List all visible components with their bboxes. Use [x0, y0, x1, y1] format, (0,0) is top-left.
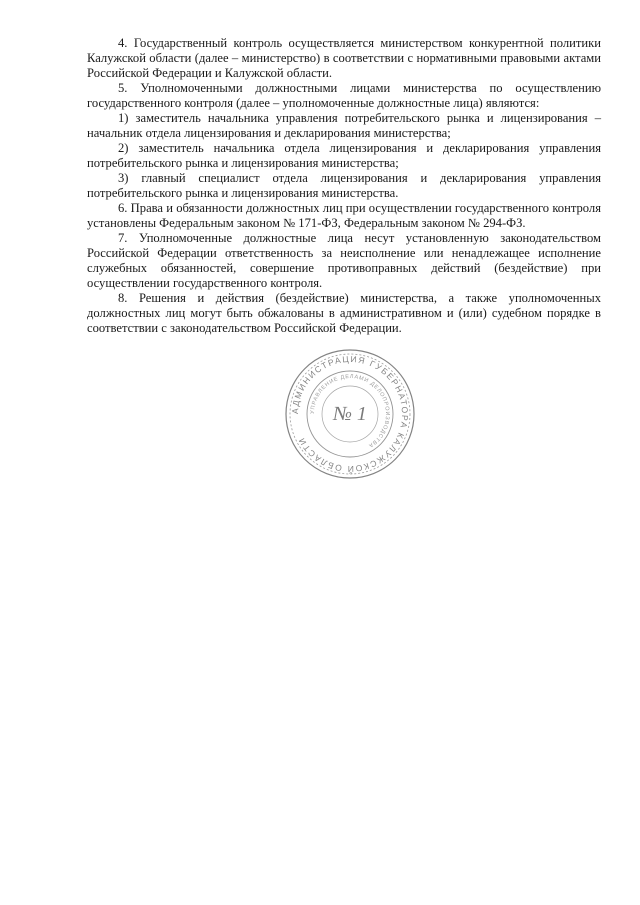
paragraph-4-control: 4. Государственный контроль осуществляется министерством конкурентной политики Калужской области (далее – министерство) в соответствии с нормативными правовыми актами Российской Федерации и Калужской области.: [87, 36, 601, 80]
document-body: [87, 36, 601, 336]
stamp-outer-text: АДМИНИСТРАЦИЯ ГУБЕРНАТОРА КАЛУЖСКОЙ ОБЛАСТИ: [289, 353, 411, 475]
official-stamp-seal: [250, 344, 450, 484]
paragraph-5-officials: 5. Уполномоченными должностными лицами министерства по осуществлению государственного контроля (далее – уполномоченные должностные лица) являются:: [87, 81, 601, 110]
paragraph-7-responsibility: 7. Уполномоченные должностные лица несут установленную законодательством Российской Федерации ответственность за неисполнение или ненадлежащее исполнение служебных обязанностей, совершение противоправных действий (бездействие) при осуществлении государственного контроля.: [87, 231, 601, 290]
list-item-3-chief-specialist: 3) главный специалист отдела лицензирования и декларирования управления потребительского рынка и лицензирования министерства.: [87, 171, 601, 200]
list-item-1-deputy-head: 1) заместитель начальника управления потребительского рынка и лицензирования – начальник отдела лицензирования и декларирования министерства;: [87, 111, 601, 140]
stamp-inner-text: УПРАВЛЕНИЕ ДЕЛАМИ ДЕЛОПРОИЗВОДСТВА: [309, 373, 391, 449]
paragraph-8-appeal: 8. Решения и действия (бездействие) министерства, а также уполномоченных должностных лиц могут быть обжалованы в административном и (или) судебном порядке в соответствии с законодательством Российской Федерации.: [87, 291, 601, 335]
list-item-2-deputy-dept-head: 2) заместитель начальника отдела лицензирования и декларирования управления потребительского рынка и лицензирования министерства;: [87, 141, 601, 170]
stamp-number: № 1: [333, 403, 367, 425]
paragraph-6-rights: 6. Права и обязанности должностных лиц при осуществлении государственного контроля установлены Федеральным законом № 171-ФЗ, Федеральным законом № 294-ФЗ.: [87, 201, 601, 230]
